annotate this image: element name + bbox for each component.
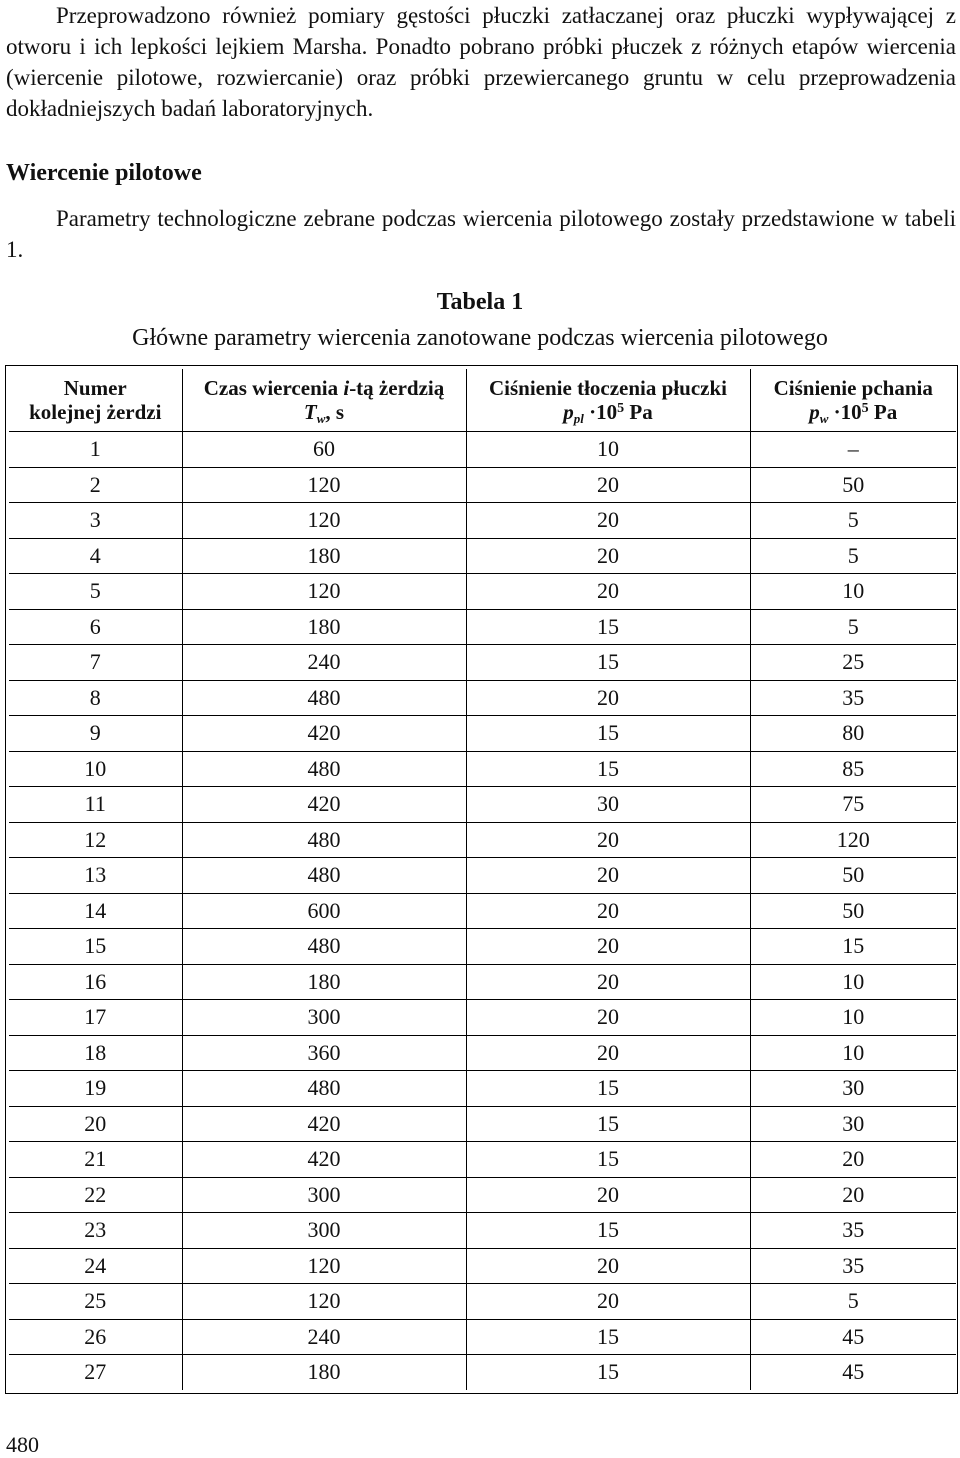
cell-push-pressure: 85 xyxy=(750,751,956,787)
cell-drilling-time: 120 xyxy=(182,467,466,503)
table-row xyxy=(9,574,956,610)
unit-text: Pa xyxy=(868,400,898,424)
symbol-subscript: pl xyxy=(573,411,584,426)
table-row xyxy=(9,964,956,1000)
cell-push-pressure: 35 xyxy=(750,680,956,716)
cell-rod-number: 9 xyxy=(9,716,182,752)
table-row xyxy=(9,858,956,894)
cell-push-pressure: 50 xyxy=(750,858,956,894)
symbol-T: T xyxy=(303,400,317,424)
table-row xyxy=(9,822,956,858)
cell-push-pressure: 50 xyxy=(750,893,956,929)
parameters-table-frame xyxy=(5,365,958,1394)
cell-rod-number: 2 xyxy=(9,467,182,503)
cell-push-pressure: 20 xyxy=(750,1177,956,1213)
cell-mud-pressure: 20 xyxy=(466,822,750,858)
table-row xyxy=(9,432,956,468)
cell-mud-pressure: 20 xyxy=(466,1177,750,1213)
cell-drilling-time: 180 xyxy=(182,964,466,1000)
table-row xyxy=(9,716,956,752)
cell-drilling-time: 300 xyxy=(182,1177,466,1213)
cell-mud-pressure: 20 xyxy=(466,574,750,610)
cell-mud-pressure: 15 xyxy=(466,1213,750,1249)
cell-drilling-time: 480 xyxy=(182,1071,466,1107)
multiplier-text: ·10 xyxy=(828,400,862,424)
cell-push-pressure: 20 xyxy=(750,1142,956,1178)
table-row xyxy=(9,467,956,503)
header-text: -tą żerdzią xyxy=(349,376,445,400)
table-row xyxy=(9,645,956,681)
cell-rod-number: 17 xyxy=(9,1000,182,1036)
cell-drilling-time: 600 xyxy=(182,893,466,929)
cell-push-pressure: – xyxy=(750,432,956,468)
cell-mud-pressure: 20 xyxy=(466,1284,750,1320)
header-drilling-time-line1 xyxy=(183,376,466,400)
cell-rod-number: 18 xyxy=(9,1035,182,1071)
cell-drilling-time: 360 xyxy=(182,1035,466,1071)
cell-rod-number: 15 xyxy=(9,929,182,965)
exponent: 5 xyxy=(861,401,869,416)
cell-drilling-time: 120 xyxy=(182,1284,466,1320)
cell-rod-number: 27 xyxy=(9,1355,182,1390)
section-heading: Wiercenie pilotowe xyxy=(6,160,202,186)
drilling-parameters-table xyxy=(9,369,956,1390)
cell-rod-number: 13 xyxy=(9,858,182,894)
cell-drilling-time: 420 xyxy=(182,716,466,752)
section-text: Parametry technologiczne zebrane podczas wiercenia pilotowego zostały przedstawione w tabeli 1. xyxy=(6,206,956,262)
cell-drilling-time: 180 xyxy=(182,609,466,645)
cell-rod-number: 14 xyxy=(9,893,182,929)
header-italic-i: i xyxy=(343,376,350,400)
table-row xyxy=(9,538,956,574)
table-row xyxy=(9,787,956,823)
cell-rod-number: 25 xyxy=(9,1284,182,1320)
intro-paragraph xyxy=(6,0,956,124)
cell-drilling-time: 480 xyxy=(182,929,466,965)
cell-mud-pressure: 30 xyxy=(466,787,750,823)
cell-drilling-time: 180 xyxy=(182,538,466,574)
table-body xyxy=(9,432,956,1390)
table-row xyxy=(9,1106,956,1142)
table-label: Tabela 1 xyxy=(436,289,524,315)
cell-push-pressure: 50 xyxy=(750,467,956,503)
cell-rod-number: 24 xyxy=(9,1248,182,1284)
table-row xyxy=(9,1248,956,1284)
cell-drilling-time: 120 xyxy=(182,574,466,610)
cell-mud-pressure: 20 xyxy=(466,538,750,574)
cell-rod-number: 8 xyxy=(9,680,182,716)
cell-drilling-time: 480 xyxy=(182,858,466,894)
cell-drilling-time: 60 xyxy=(182,432,466,468)
table-row xyxy=(9,1213,956,1249)
page-number: 480 xyxy=(6,1432,39,1457)
cell-push-pressure: 10 xyxy=(750,1000,956,1036)
cell-rod-number: 1 xyxy=(9,432,182,468)
cell-mud-pressure: 15 xyxy=(466,1319,750,1355)
cell-mud-pressure: 15 xyxy=(466,716,750,752)
cell-drilling-time: 240 xyxy=(182,1319,466,1355)
cell-rod-number: 19 xyxy=(9,1071,182,1107)
cell-mud-pressure: 20 xyxy=(466,1248,750,1284)
cell-rod-number: 23 xyxy=(9,1213,182,1249)
cell-drilling-time: 480 xyxy=(182,751,466,787)
table-row xyxy=(9,609,956,645)
cell-rod-number: 7 xyxy=(9,645,182,681)
cell-mud-pressure: 15 xyxy=(466,1142,750,1178)
cell-mud-pressure: 15 xyxy=(466,1355,750,1390)
cell-push-pressure: 15 xyxy=(750,929,956,965)
table-row xyxy=(9,1142,956,1178)
unit-text: , s xyxy=(325,400,345,424)
header-push-pressure-line2 xyxy=(751,400,957,424)
header-drilling-time xyxy=(182,369,466,432)
header-push-pressure-line1: Ciśnienie pchania xyxy=(773,376,933,400)
symbol-subscript: w xyxy=(316,411,326,426)
cell-drilling-time: 240 xyxy=(182,645,466,681)
symbol-p: p xyxy=(563,400,574,424)
cell-drilling-time: 420 xyxy=(182,787,466,823)
intro-text: Przeprowadzono również pomiary gęstości płuczki zatłaczanej oraz płuczki wypływającej z otworu i ich lepkości lejkiem Marsha. Ponadto pobrano próbki płuczek z różnych etapów wiercenia (wiercenie pilotowe, rozwiercanie) oraz próbki przewiercanego gruntu w celu przeprowadzenia dokładniejszych badań laboratoryjnych. xyxy=(6,3,956,121)
table-row xyxy=(9,751,956,787)
header-push-pressure xyxy=(750,369,956,432)
cell-push-pressure: 75 xyxy=(750,787,956,823)
cell-push-pressure: 10 xyxy=(750,1035,956,1071)
cell-push-pressure: 5 xyxy=(750,609,956,645)
header-mud-pressure-line2 xyxy=(467,400,750,424)
header-text: Czas wiercenia xyxy=(203,376,344,400)
table-row xyxy=(9,1177,956,1213)
header-rod-number-line1: Numer xyxy=(63,376,127,400)
cell-push-pressure: 120 xyxy=(750,822,956,858)
table-header-row xyxy=(9,369,956,432)
cell-rod-number: 21 xyxy=(9,1142,182,1178)
header-mud-pressure xyxy=(466,369,750,432)
section-paragraph xyxy=(6,203,956,265)
cell-mud-pressure: 20 xyxy=(466,1035,750,1071)
table-row xyxy=(9,893,956,929)
cell-rod-number: 11 xyxy=(9,787,182,823)
cell-mud-pressure: 20 xyxy=(466,929,750,965)
cell-rod-number: 10 xyxy=(9,751,182,787)
table-row xyxy=(9,1071,956,1107)
cell-push-pressure: 80 xyxy=(750,716,956,752)
table-title: Główne parametry wiercenia zanotowane podczas wiercenia pilotowego xyxy=(132,325,828,351)
cell-push-pressure: 5 xyxy=(750,503,956,539)
cell-rod-number: 12 xyxy=(9,822,182,858)
cell-rod-number: 22 xyxy=(9,1177,182,1213)
cell-rod-number: 6 xyxy=(9,609,182,645)
cell-drilling-time: 480 xyxy=(182,680,466,716)
cell-drilling-time: 480 xyxy=(182,822,466,858)
cell-mud-pressure: 20 xyxy=(466,503,750,539)
cell-push-pressure: 10 xyxy=(750,574,956,610)
table-row xyxy=(9,1000,956,1036)
cell-mud-pressure: 20 xyxy=(466,858,750,894)
cell-push-pressure: 5 xyxy=(750,538,956,574)
table-row xyxy=(9,1035,956,1071)
cell-drilling-time: 420 xyxy=(182,1106,466,1142)
cell-mud-pressure: 15 xyxy=(466,1106,750,1142)
cell-mud-pressure: 15 xyxy=(466,609,750,645)
symbol-subscript: w xyxy=(819,411,829,426)
table-row xyxy=(9,1355,956,1390)
cell-push-pressure: 5 xyxy=(750,1284,956,1320)
cell-mud-pressure: 15 xyxy=(466,1071,750,1107)
header-rod-number-line2: kolejnej żerdzi xyxy=(29,400,162,424)
cell-mud-pressure: 20 xyxy=(466,893,750,929)
cell-mud-pressure: 10 xyxy=(466,432,750,468)
header-drilling-time-line2 xyxy=(183,400,466,424)
table-row xyxy=(9,929,956,965)
cell-mud-pressure: 20 xyxy=(466,467,750,503)
cell-drilling-time: 120 xyxy=(182,503,466,539)
cell-push-pressure: 10 xyxy=(750,964,956,1000)
multiplier-text: ·10 xyxy=(583,400,618,424)
cell-push-pressure: 30 xyxy=(750,1106,956,1142)
cell-push-pressure: 45 xyxy=(750,1319,956,1355)
cell-drilling-time: 180 xyxy=(182,1355,466,1390)
cell-mud-pressure: 15 xyxy=(466,645,750,681)
cell-rod-number: 26 xyxy=(9,1319,182,1355)
unit-text: Pa xyxy=(624,400,653,424)
cell-rod-number: 5 xyxy=(9,574,182,610)
cell-push-pressure: 35 xyxy=(750,1213,956,1249)
cell-push-pressure: 25 xyxy=(750,645,956,681)
cell-push-pressure: 45 xyxy=(750,1355,956,1390)
cell-push-pressure: 30 xyxy=(750,1071,956,1107)
table-row xyxy=(9,503,956,539)
exponent: 5 xyxy=(617,401,625,416)
cell-rod-number: 20 xyxy=(9,1106,182,1142)
cell-mud-pressure: 15 xyxy=(466,751,750,787)
header-mud-pressure-line1: Ciśnienie tłoczenia płuczki xyxy=(489,376,727,400)
cell-drilling-time: 300 xyxy=(182,1213,466,1249)
cell-rod-number: 16 xyxy=(9,964,182,1000)
table-row xyxy=(9,680,956,716)
header-rod-number xyxy=(9,369,182,432)
cell-drilling-time: 300 xyxy=(182,1000,466,1036)
cell-mud-pressure: 20 xyxy=(466,680,750,716)
cell-push-pressure: 35 xyxy=(750,1248,956,1284)
cell-drilling-time: 120 xyxy=(182,1248,466,1284)
cell-drilling-time: 420 xyxy=(182,1142,466,1178)
cell-mud-pressure: 20 xyxy=(466,1000,750,1036)
table-row xyxy=(9,1319,956,1355)
cell-mud-pressure: 20 xyxy=(466,964,750,1000)
cell-rod-number: 3 xyxy=(9,503,182,539)
cell-rod-number: 4 xyxy=(9,538,182,574)
table-row xyxy=(9,1284,956,1320)
symbol-p: p xyxy=(809,400,820,424)
